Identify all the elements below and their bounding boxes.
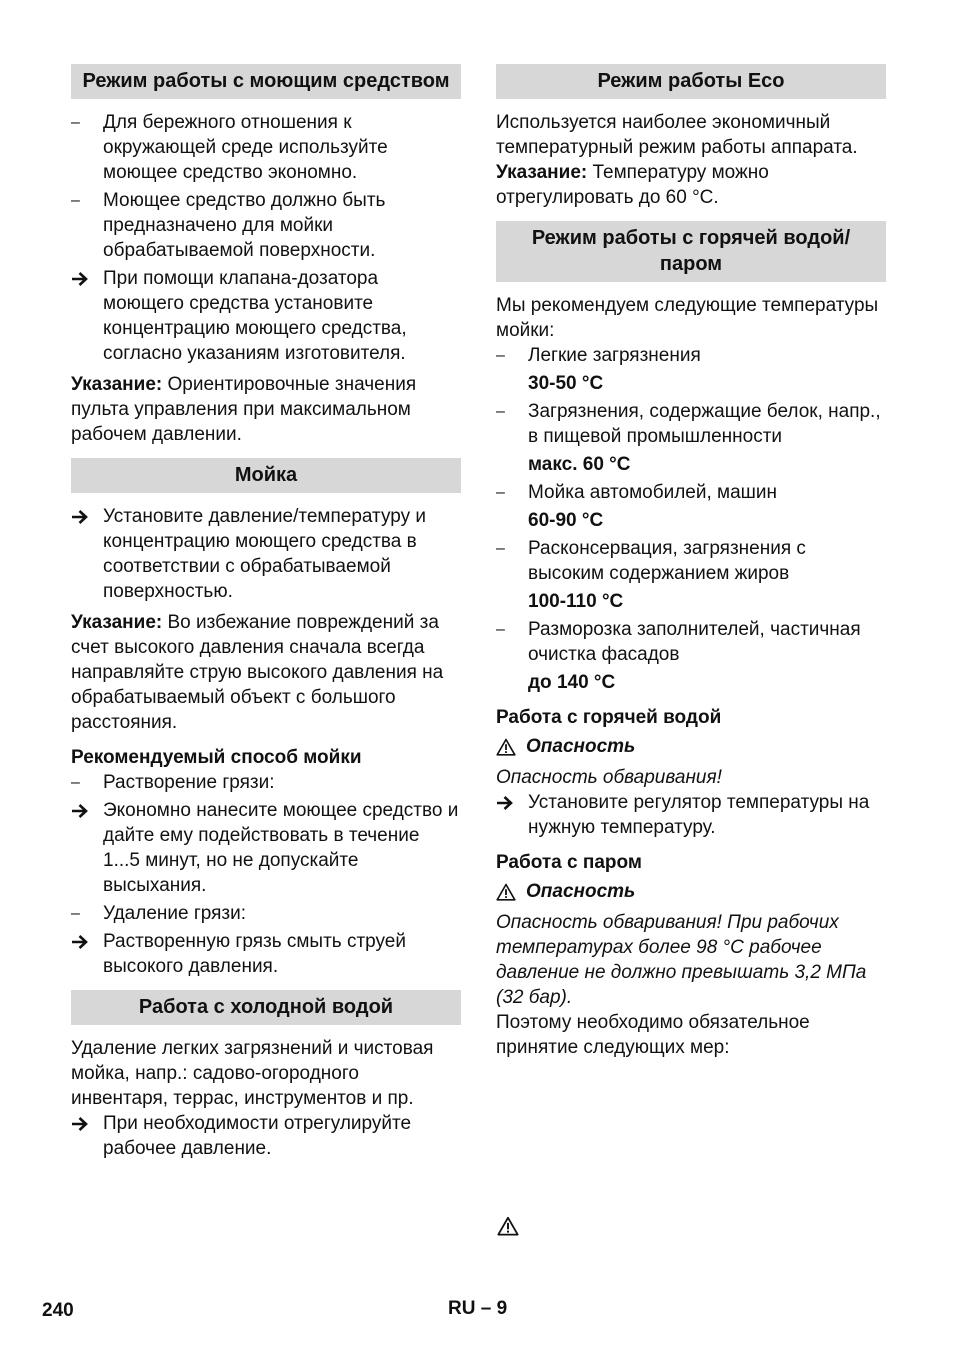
list-item — [71, 798, 461, 898]
temps-intro: Мы рекомендуем следующие температуры мойки: — [496, 295, 879, 341]
warning-triangle-icon — [496, 738, 516, 756]
temperature-value: 30-50 °C — [528, 373, 604, 394]
list-item-text: Загрязнения, содержащие белок, напр., в пищевой промышленности — [528, 401, 881, 447]
arrow-right-icon — [71, 1111, 93, 1132]
hot-water-title: Работа с горячей водой — [496, 707, 722, 728]
list-item — [496, 343, 886, 396]
eco-text: Используется наиболее экономичный температурный режим работы аппарата. — [496, 112, 858, 158]
steam-title: Работа с паром — [496, 852, 642, 873]
cold-water-list — [71, 1111, 461, 1161]
section-title-detergent-mode: Режим работы с моющим средством — [71, 64, 461, 99]
method-list — [71, 770, 461, 979]
note-label: Указание: — [71, 374, 163, 395]
language-page-label: RU – 9 — [448, 1298, 508, 1319]
list-item — [496, 536, 886, 614]
list-item — [71, 266, 461, 366]
note-text: Во избежание повреждений за счет высокого давления сначала всегда направляйте струю высокого давления на обрабатываемый объект с большого расстояния. — [71, 612, 444, 733]
temperature-value: 60-90 °C — [528, 510, 604, 531]
temperature-value: 100-110 °C — [528, 591, 624, 612]
arrow-right-icon — [71, 504, 93, 525]
list-item — [71, 901, 461, 926]
note-text: Ориентировочные значения пульта управления при максимальном рабочем давлении. — [71, 374, 417, 445]
eco-note — [496, 160, 886, 210]
list-item-text: Для бережного отношения к окружающей среде используйте моющее средство экономно. — [103, 112, 388, 183]
temperature-value: до 140 °C — [528, 672, 616, 693]
danger-label: Опасность — [526, 881, 636, 902]
list-item-text: Удаление грязи: — [103, 903, 247, 924]
detergent-mode-list — [71, 110, 461, 366]
hot-danger-text: Опасность обваривания! — [496, 767, 722, 788]
list-item-text: При помощи клапана-дозатора моющего средства установите концентрацию моющего средства, согласно указаниям изготовителя. — [103, 268, 407, 364]
list-item — [496, 480, 886, 533]
section-title-cold-water: Работа с холодной водой — [71, 990, 461, 1025]
section-title-hot-water-steam: Режим работы с горячей водой/паром — [496, 221, 886, 282]
arrow-right-icon — [71, 798, 93, 819]
section-title-eco: Режим работы Eco — [496, 64, 886, 99]
dash-bullet: – — [71, 905, 80, 922]
warning-triangle-icon — [496, 883, 516, 901]
list-item-text: При необходимости отрегулируйте рабочее давление. — [103, 1113, 412, 1159]
dash-bullet: – — [71, 192, 80, 209]
dash-bullet: – — [496, 403, 505, 420]
list-item — [71, 1111, 461, 1161]
list-item — [496, 790, 886, 840]
list-item-text: Мойка автомобилей, машин — [528, 482, 778, 503]
arrow-right-icon — [71, 929, 93, 950]
dash-bullet: – — [496, 347, 505, 364]
danger-label: Опасность — [526, 736, 636, 757]
list-item-text: Растворение грязи: — [103, 772, 275, 793]
arrow-right-icon — [71, 266, 93, 287]
list-item — [71, 929, 461, 979]
dash-bullet: – — [71, 114, 80, 131]
warning-triangle-icon — [497, 1216, 519, 1243]
list-item — [71, 504, 461, 604]
detergent-note — [71, 372, 461, 447]
temps-list — [496, 343, 886, 695]
arrow-right-icon — [496, 790, 518, 811]
note-text: Температуру можно отрегулировать до 60 °C. — [496, 162, 769, 208]
list-item-text: Растворенную грязь смыть струей высокого давления. — [103, 931, 406, 977]
hot-water-list — [496, 790, 886, 840]
list-item — [71, 110, 461, 185]
dash-bullet: – — [71, 774, 80, 791]
dash-bullet: – — [496, 540, 505, 557]
steam-danger-text: Опасность обваривания! При рабочих температурах более 98 °C рабочее давление не должно превышать 3,2 МПа (32 бар). — [496, 912, 867, 1008]
section-title-washing: Мойка — [71, 458, 461, 493]
list-item-text: Моющее средство должно быть предназначено для мойки обрабатываемой поверхности. — [103, 190, 386, 261]
washing-list — [71, 504, 461, 604]
list-item-text: Установите давление/температуру и концентрацию моющего средства в соответствии с обрабатываемой поверхностью. — [103, 506, 427, 602]
list-item-text: Установите регулятор температуры на нужную температуру. — [528, 792, 870, 838]
steam-danger-heading — [496, 879, 886, 904]
list-item — [71, 188, 461, 263]
note-label: Указание: — [71, 612, 163, 633]
list-item-text: Экономно нанесите моющее средство и дайте ему подействовать в течение 1...5 минут, но не допускайте высыхания. — [103, 800, 459, 896]
list-item-text: Легкие загрязнения — [528, 345, 701, 366]
right-column — [496, 64, 886, 1060]
list-item — [496, 617, 886, 695]
list-item-text: Расконсервация, загрязнения с высоким содержанием жиров — [528, 538, 806, 584]
washing-note — [71, 610, 461, 735]
dash-bullet: – — [496, 484, 505, 501]
hot-danger-heading — [496, 734, 886, 759]
method-title: Рекомендуемый способ мойки — [71, 747, 362, 768]
temperature-value: макс. 60 °C — [528, 454, 631, 475]
note-label: Указание: — [496, 162, 588, 183]
steam-text: Поэтому необходимо обязательное принятие следующих мер: — [496, 1012, 810, 1058]
list-item — [496, 399, 886, 477]
left-column — [71, 64, 461, 1161]
list-item — [71, 770, 461, 795]
dash-bullet: – — [496, 621, 505, 638]
page-number: 240 — [42, 1300, 74, 1321]
cold-water-text: Удаление легких загрязнений и чистовая мойка, напр.: садово-огородного инвентаря, террас, инструментов и пр. — [71, 1038, 434, 1109]
list-item-text: Разморозка заполнителей, частичная очистка фасадов — [528, 619, 861, 665]
